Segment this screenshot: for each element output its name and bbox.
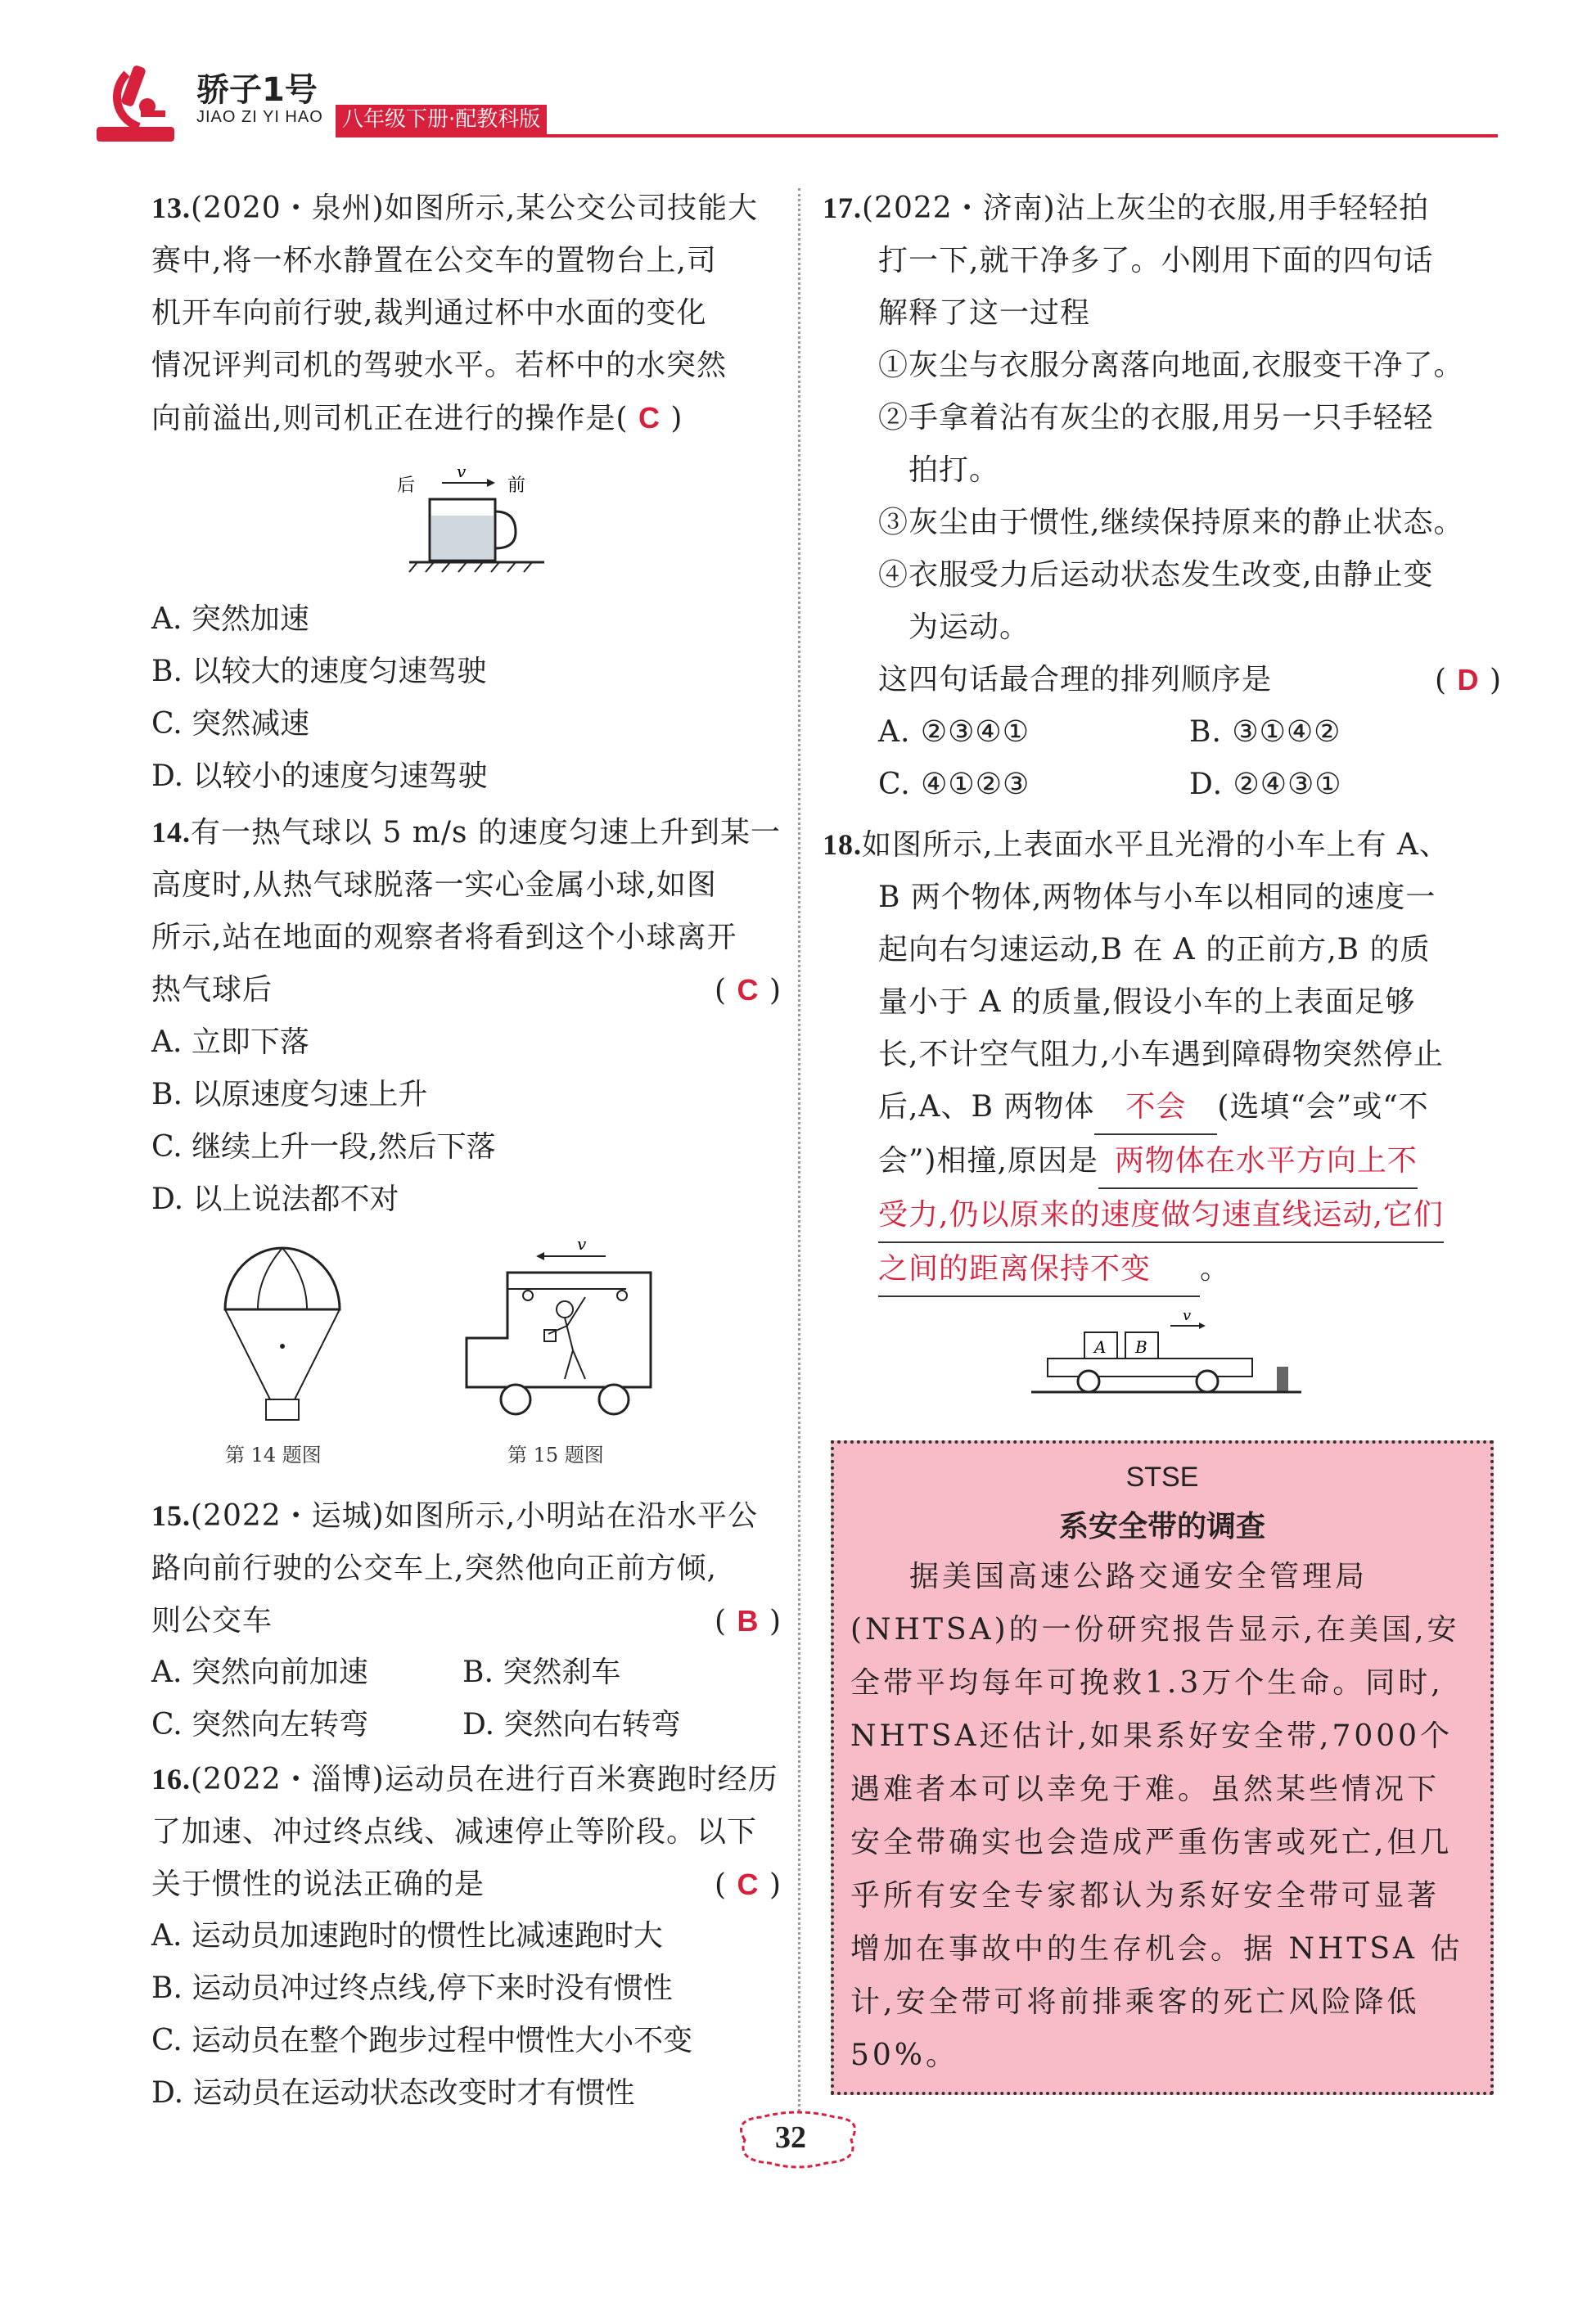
q18-end: 。	[1200, 1252, 1231, 1286]
option: A. 突然加速	[151, 602, 309, 636]
question-18	[823, 818, 1502, 1297]
option: A. 运动员加速跑时的惯性比减速跑时大	[151, 1919, 663, 1953]
option: A. 立即下落	[151, 1025, 309, 1059]
stse-line: 遇难者本可以幸免于难。虽然某些情况下	[850, 1773, 1440, 1806]
option: B. 以原速度匀速上升	[151, 1078, 428, 1111]
q15-answer: B	[737, 1604, 760, 1638]
fig-v-label: v	[1183, 1307, 1192, 1324]
q17-number: 17.	[823, 191, 862, 224]
q13-line: 向前溢出,则司机正在进行的操作是	[151, 402, 616, 435]
q18-line: 起向右匀速运动,B 在 A 的正前方,B 的质	[878, 933, 1431, 967]
option: D. 突然向右转弯	[462, 1708, 681, 1742]
q16-number: 16.	[151, 1763, 191, 1796]
q13-options	[151, 593, 487, 803]
option: C. 突然减速	[151, 707, 310, 741]
header	[90, 57, 1498, 164]
q14-line: 高度时,从热气球脱落一实心金属小球,如图	[151, 868, 717, 902]
q17-statement: ②手拿着沾有灰尘的衣服,用另一只手轻轻	[878, 401, 1434, 435]
q18-line: 如图所示,上表面水平且光滑的小车上有 A、	[862, 828, 1449, 862]
q13-cup-figure	[393, 462, 557, 585]
q18-number: 18.	[823, 828, 862, 861]
q14-options	[151, 1016, 496, 1226]
question-17: 17.(2022・济南)沾上灰尘的衣服,用手轻轻拍 打一下,就干净多了。小刚用下面的四句话 解释了这一过程 ①灰尘与衣服分离落向地面,衣服变干净了。 ②手拿着沾有灰尘的衣服,用另一只手轻轻 拍打。 ③灰尘由于惯性,继续保持原来的静止状态。 ④衣服受力后运动状态发生改变,由静止变 为运动。 这四句话最合理的排列顺序是 ( D ) A. ②③④① B. ③①④② C. ④①②③ D. ②④③①	[823, 182, 1502, 811]
stse-line: 据美国高速公路交通安全管理局	[909, 1560, 1368, 1593]
q18-blank-2: 两物体在水平方向上不	[1098, 1135, 1418, 1189]
q16-line: (2022・淄博)运动员在进行百米赛跑时经历	[191, 1763, 778, 1796]
q17-prompt: 这四句话最合理的排列顺序是	[878, 663, 1273, 696]
q18-line: B 两个物体,两物体与小车以相同的速度一	[878, 881, 1436, 914]
option: A. ②③④①	[878, 715, 1030, 749]
q17-statement: 拍打。	[908, 453, 1000, 487]
q17-statement: 为运动。	[908, 611, 1030, 644]
fig-a-label: A	[1094, 1337, 1107, 1357]
option: B. ③①④②	[1189, 715, 1341, 749]
q13-line: (2020・泉州)如图所示,某公交公司技能大	[191, 191, 759, 225]
q13-number: 13.	[151, 191, 191, 224]
q14-balloon-figure	[221, 1236, 344, 1424]
q18-line: 量小于 A 的质量,假设小车的上表面足够	[878, 985, 1416, 1019]
microscope-logo-icon	[90, 61, 180, 155]
stse-line: 计,安全带可将前排乘客的死亡风险降低	[850, 1985, 1420, 2019]
q18-blank-2: 之间的距离保持不变	[878, 1243, 1200, 1297]
grade-tag: 八年级下册·配教科版	[336, 105, 547, 134]
stse-line: 安全带确实也会造成严重伤害或死亡,但几	[850, 1826, 1453, 1859]
q15-options	[151, 1647, 782, 1751]
option: D. 运动员在运动状态改变时才有惯性	[151, 2076, 635, 2110]
fig-back-label: 后	[397, 475, 416, 496]
option: D. ②④③①	[1189, 768, 1342, 801]
page-number: 32	[775, 2120, 806, 2155]
q13-line: 赛中,将一杯水静置在公交车的置物台上,司	[151, 244, 717, 277]
option: C. 运动员在整个跑步过程中惯性大小不变	[151, 2024, 693, 2057]
q18-blank-2: 受力,仍以原来的速度做匀速直线运动,它们	[878, 1189, 1444, 1243]
option: C. ④①②③	[878, 768, 1030, 801]
fig-v-label: v	[457, 462, 467, 481]
q17-line: (2022・济南)沾上灰尘的衣服,用手轻轻拍	[862, 191, 1430, 225]
stse-line: 全带平均每年可挽救1.3万个生命。同时,	[850, 1666, 1444, 1700]
q18-line: 会”)相撞,原因是	[878, 1144, 1098, 1178]
q17-statement: ④衣服受力后运动状态发生改变,由静止变	[878, 558, 1434, 592]
q16-answer: C	[737, 1868, 760, 1901]
q17-line: 打一下,就干净多了。小刚用下面的四句话	[878, 244, 1434, 277]
q17-statement: ①灰尘与衣服分离落向地面,衣服变干净了。	[878, 349, 1464, 382]
stse-line: 50%。	[850, 2039, 959, 2072]
q16-options	[151, 1910, 692, 2120]
brand-title: 骄子1号	[196, 71, 318, 109]
q17-answer: D	[1457, 663, 1480, 696]
q18-line: 后,A、B 两物体	[878, 1090, 1095, 1124]
stse-line: (NHTSA)的一份研究报告显示,在美国,安	[850, 1613, 1460, 1647]
q16-line: 关于惯性的说法正确的是	[151, 1868, 485, 1901]
brand-pinyin: JIAO ZI YI HAO	[196, 108, 323, 126]
option: D. 以上说法都不对	[151, 1183, 399, 1216]
option: D. 以较小的速度匀速驾驶	[151, 759, 488, 793]
stse-line: 乎所有安全专家都认为系好安全带可显著	[850, 1879, 1440, 1913]
q18-line: (选填“会”或“不	[1217, 1090, 1429, 1124]
option: B. 运动员冲过终点线,停下来时没有惯性	[151, 1971, 673, 2005]
stse-line: NHTSA还估计,如果系好安全带,7000个	[850, 1719, 1454, 1753]
q15-line: 路向前行驶的公交车上,突然他向正前方倾,	[151, 1552, 717, 1585]
q14-line: 热气球后	[151, 973, 273, 1007]
q13-line: 机开车向前行驶,裁判通过杯中水面的变化	[151, 296, 707, 330]
q14-line: 所示,站在地面的观察者将看到这个小球离开	[151, 921, 737, 954]
q15-bus-figure	[462, 1232, 667, 1420]
stse-subtitle: 系安全带的调查	[1058, 1510, 1265, 1543]
q13-line: 情况评判司机的驾驶水平。若杯中的水突然	[151, 349, 728, 382]
q18-line: 长,不计空气阻力,小车遇到障碍物突然停止	[878, 1038, 1444, 1071]
option: A. 突然向前加速	[151, 1656, 368, 1689]
q15-line: (2022・运城)如图所示,小明站在沿水平公	[191, 1499, 759, 1533]
q14-answer: C	[737, 973, 760, 1007]
stse-title: STSE	[1125, 1462, 1199, 1493]
question-16: 16.(2022・淄博)运动员在进行百米赛跑时经历 了加速、冲过终点线、减速停止等阶段。以下 关于惯性的说法正确的是 ( C )	[151, 1763, 782, 1902]
q15-caption: 第 15 题图	[507, 1444, 604, 1467]
q16-line: 了加速、冲过终点线、减速停止等阶段。以下	[151, 1815, 758, 1849]
fig-v-label: v	[577, 1234, 587, 1254]
fig-b-label: B	[1135, 1337, 1147, 1357]
q14-number: 14.	[151, 816, 191, 849]
q15-number: 15.	[151, 1499, 191, 1532]
q14-line: 有一热气球以 5 m/s 的速度匀速上升到某一	[191, 816, 781, 849]
option: B. 突然刹车	[462, 1656, 621, 1689]
option: C. 继续上升一段,然后下落	[151, 1130, 496, 1164]
fig-front-label: 前	[507, 475, 526, 496]
header-rule	[336, 134, 1498, 137]
question-14: 14.有一热气球以 5 m/s 的速度匀速上升到某一 高度时,从热气球脱落一实心金属小球,如图 所示,站在地面的观察者将看到这个小球离开 热气球后 ( C )	[151, 816, 782, 1007]
stse-line: 增加在事故中的生存机会。据 NHTSA 估	[850, 1932, 1463, 1966]
stse-box	[831, 1440, 1494, 2095]
option: B. 以较大的速度匀速驾驶	[151, 655, 487, 688]
question-13: 13.(2020・泉州)如图所示,某公交公司技能大 赛中,将一杯水静置在公交车的置物台上,司 机开车向前行驶,裁判通过杯中水面的变化 情况评判司机的驾驶水平。若杯中的水突然 向前溢出,则司机正在进行的操作是( C )	[151, 182, 782, 445]
q17-line: 解释了这一过程	[878, 296, 1091, 330]
option: C. 突然向左转弯	[151, 1708, 369, 1742]
q15-line: 则公交车	[151, 1604, 273, 1638]
question-15: 15.(2022・运城)如图所示,小明站在沿水平公 路向前行驶的公交车上,突然他向正前方倾, 则公交车 ( B )	[151, 1499, 782, 1638]
q13-answer: C	[638, 401, 660, 435]
column-divider	[798, 188, 800, 2111]
q17-statement: ③灰尘由于惯性,继续保持原来的静止状态。	[878, 506, 1464, 539]
stse-body	[834, 1550, 1490, 2082]
q14-caption: 第 14 题图	[225, 1444, 322, 1467]
q18-blank-1: 不会	[1094, 1081, 1217, 1135]
q18-cart-figure	[1031, 1305, 1310, 1404]
